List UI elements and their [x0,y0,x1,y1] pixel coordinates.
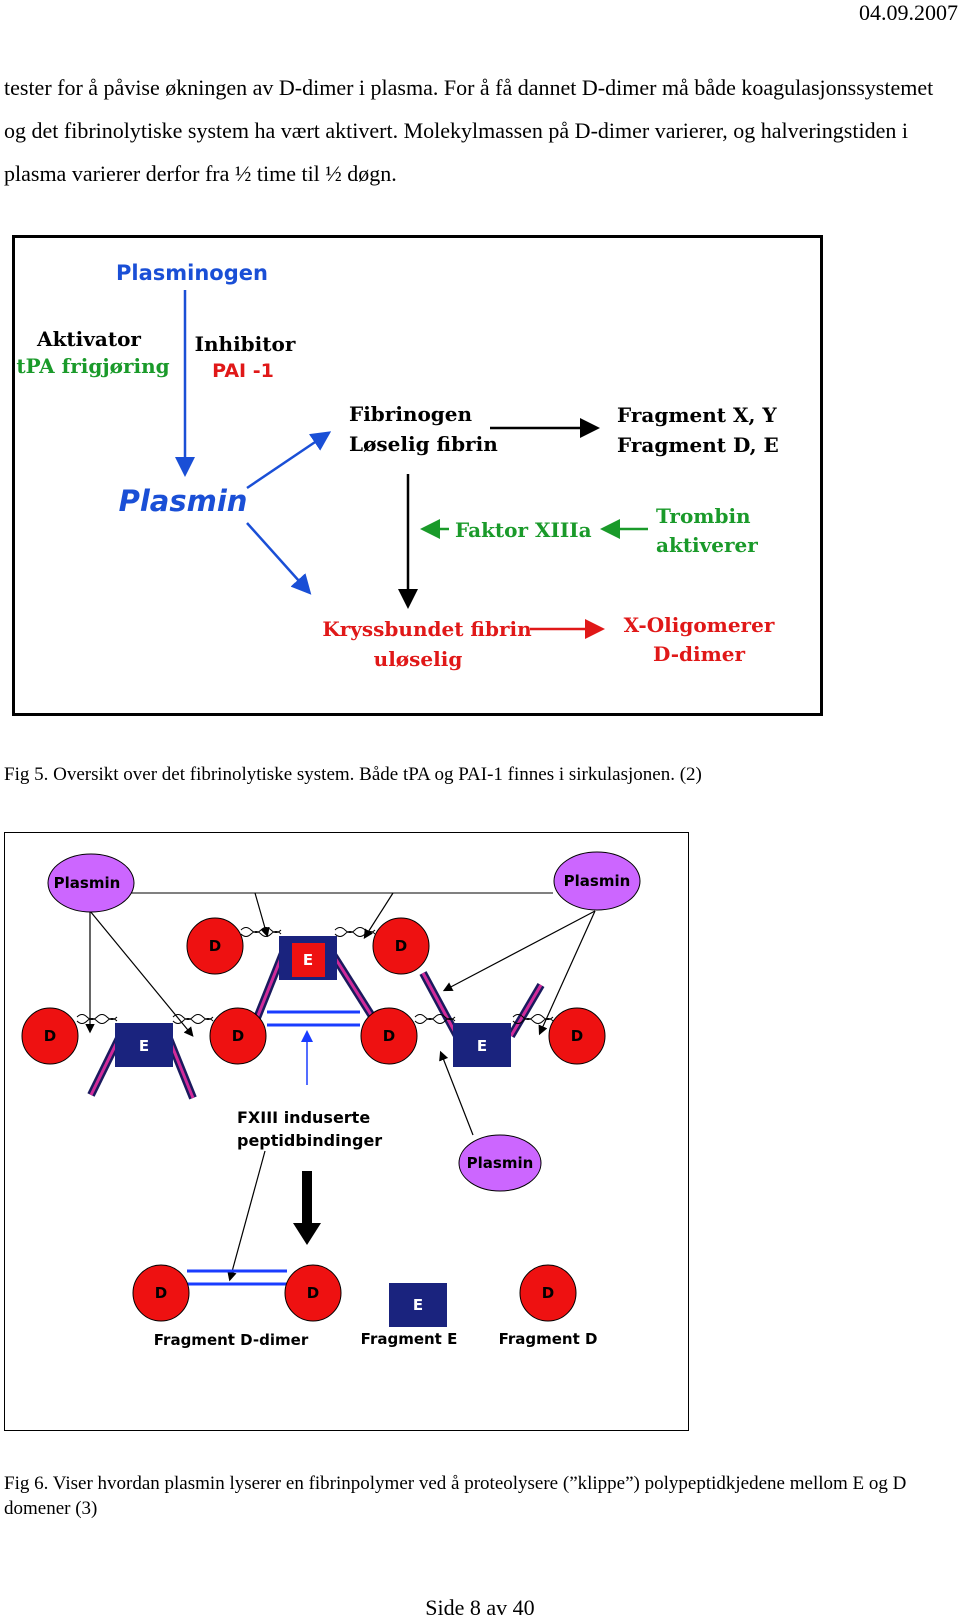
fxiii-bond-top [267,1012,360,1025]
fxiii-label-line2: peptidbindinger [237,1131,383,1150]
fragment-e-label: Fragment E [360,1330,458,1348]
svg-text:D: D [306,1284,320,1302]
loselig-fibrin-label: Løselig fibrin [349,432,498,456]
figure-plasmin-lysis [4,832,689,1431]
e-domain [279,936,337,980]
svg-text:Plasmin: Plasmin [466,1154,534,1172]
figure6-caption: Fig 6. Viser hvordan plasmin lyserer en fibrinpolymer ved å proteolysere (”klippe”) polypeptidkjedene mellom E og D domener (3) [4,1473,907,1519]
d-domain [210,1008,266,1064]
svg-text:D: D [154,1284,168,1302]
d-domain [520,1265,576,1321]
svg-text:D: D [208,937,222,955]
svg-text:D: D [382,1027,396,1045]
d-domain [373,918,429,974]
d-domain [133,1265,189,1321]
fragment-de-label: Fragment D, E [617,433,779,457]
plasminogen-label: Plasminogen [116,261,268,285]
svg-text:D: D [394,937,408,955]
big-down-arrow [293,1171,321,1245]
d-domain [187,918,243,974]
svg-text:Plasmin: Plasmin [563,872,631,890]
svg-text:E: E [476,1037,488,1055]
inhibitor-label: Inhibitor [194,332,296,356]
header-date: 04.09.2007 [859,0,958,25]
page-number: Side 8 av 40 [425,1595,535,1620]
faktor-xiiia-label: Faktor XIIIa [455,518,592,542]
e-domain [453,1023,511,1067]
fragment-d-label: Fragment D [498,1330,598,1348]
plasmin-node-3 [459,1135,541,1191]
svg-text:Plasmin: Plasmin [53,874,121,892]
x-oligomerer-label: X-Oligomerer [623,613,775,637]
pai-label: PAI -1 [212,360,274,382]
intro-paragraph: tester for å påvise økningen av D-dimer i plasma. For å få dannet D-dimer må både koagulasjonssystemet og det fibrinolytiske system ha vært aktivert. Molekylmassen på D-dimer varierer, og halveringstiden i plasma varierer derfor fra ½ time til ½ døgn. [4,75,934,186]
plasmin-arrows [90,893,595,1279]
fxiii-label-line1: FXIII induserte [237,1108,371,1127]
d-domain [361,1008,417,1064]
arrow-plasmin-to-fibrinogen [247,434,327,488]
e-domain [389,1283,447,1327]
aktiverer-label: aktiverer [656,533,758,557]
svg-text:E: E [302,951,314,969]
fibrinogen-label: Fibrinogen [349,402,473,426]
d-domain [549,1008,605,1064]
svg-text:D: D [231,1027,245,1045]
fragment-xy-label: Fragment X, Y [617,403,777,427]
kryssbundet-fibrin-label: Kryssbundet fibrin [322,617,532,641]
fxiii-bond-bottom [187,1271,287,1284]
plasmin-label: Plasmin [118,484,248,518]
svg-text:D: D [43,1027,57,1045]
figure5-caption: Fig 5. Oversikt over det fibrinolytiske system. Både tPA og PAI-1 finnes i sirkulasjonen. (2) [4,764,702,785]
plasmin-node-2 [554,852,640,910]
tpa-label: tPA frigjøring [16,354,170,378]
uloselig-label: uløselig [373,647,463,671]
figure-fibrinolytic-system [12,235,823,716]
svg-text:D: D [570,1027,584,1045]
svg-text:D: D [541,1284,555,1302]
d-domain [22,1008,78,1064]
arrow-plasmin-to-kryssbundet [247,523,308,591]
plasmin-node-1 [48,854,134,912]
svg-text:E: E [412,1296,424,1314]
aktivator-label: Aktivator [37,327,141,351]
fragment-ddimer-label: Fragment D-dimer [153,1331,309,1349]
d-dimer-label: D-dimer [652,642,746,666]
svg-text:E: E [138,1037,150,1055]
d-domain [285,1265,341,1321]
e-domain [115,1023,173,1067]
trombin-label: Trombin [656,504,751,528]
